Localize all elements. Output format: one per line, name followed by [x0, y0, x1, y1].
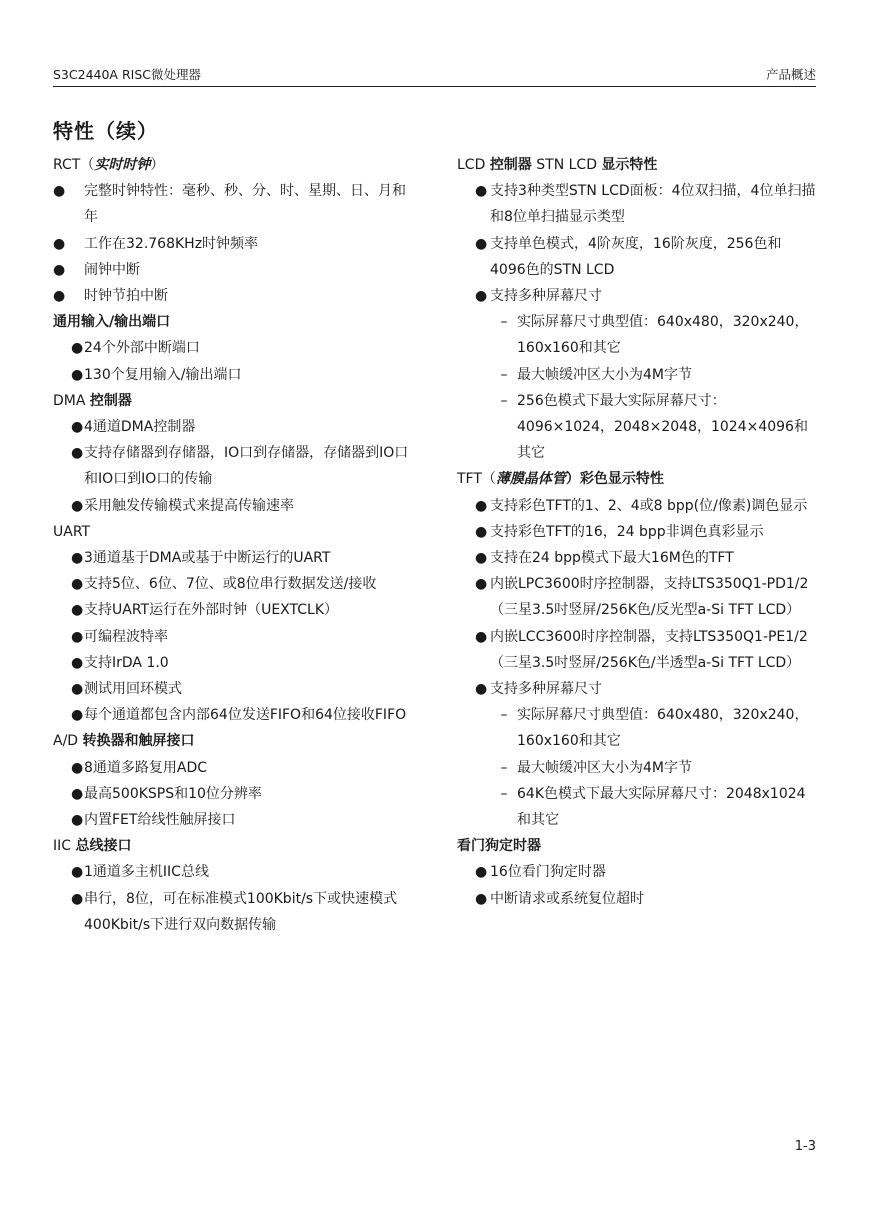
list-item: ● 串行，8位，可在标准模式100Kbit/s下或快速模式400Kbit/s下进行双向数据传输 — [53, 886, 413, 938]
section-gpio-heading: 通用输入/输出端口 — [53, 314, 171, 331]
bullet-icon: ● — [475, 890, 488, 907]
list-item: ● 支持彩色TFT的1、2、4或8 bpp(位/像素)调色显示 — [457, 493, 817, 519]
list-item: ● 工作在32.768KHz时钟频率 — [53, 231, 413, 257]
bullet-icon: ● — [53, 288, 66, 305]
bullet-icon: ● — [71, 785, 84, 802]
bullet-icon: ● — [475, 497, 488, 514]
page-title: 特性（续） — [53, 119, 158, 143]
bullet-icon: ● — [475, 523, 488, 540]
list-item: ● 支持存储器到存储器，IO口到存储器，存储器到IO口和IO口到IO口的传输 — [53, 440, 413, 492]
section-dma-heading: DMA 控制器 — [53, 392, 132, 409]
bullet-icon: ● — [71, 759, 84, 776]
page-number: 1-3 — [794, 1139, 816, 1154]
dash-icon: – — [500, 366, 508, 383]
list-item: ● 支持彩色TFT的16，24 bpp非调色真彩显示 — [457, 519, 817, 545]
bullet-icon: ● — [475, 288, 488, 305]
bullet-icon: ● — [71, 890, 84, 907]
bullet-icon: ● — [475, 235, 488, 252]
list-item: ● 支持5位、6位、7位、或8位串行数据发送/接收 — [53, 571, 413, 597]
list-item: ● 最高500KSPS和10位分辨率 — [53, 781, 413, 807]
list-item: ● 闹钟中断 — [53, 257, 413, 283]
iic-list — [53, 859, 413, 938]
bullet-icon: ● — [71, 707, 84, 724]
bullet-icon: ● — [53, 235, 66, 252]
list-item: ● 16位看门狗定时器 — [457, 859, 817, 885]
list-item: ● 支持3种类型STN LCD面板：4位双扫描，4位单扫描和8位单扫描显示类型 — [457, 178, 817, 230]
list-item: ● 支持IrDA 1.0 — [53, 650, 413, 676]
section-watchdog-heading: 看门狗定时器 — [457, 838, 541, 855]
bullet-icon: ● — [71, 340, 84, 357]
list-item: ● 支持单色模式，4阶灰度，16阶灰度，256色和4096色的STN LCD — [457, 231, 817, 283]
dash-icon: – — [500, 785, 508, 802]
page-header — [53, 64, 816, 87]
list-item: ● 测试用回环模式 — [53, 676, 413, 702]
bullet-icon: ● — [53, 261, 66, 278]
gpio-list — [53, 335, 413, 387]
right-column — [457, 152, 817, 912]
list-item: ● 每个通道都包含内部64位发送FIFO和64位接收FIFO — [53, 702, 413, 728]
bullet-icon: ● — [53, 183, 66, 200]
bullet-icon: ● — [71, 864, 84, 881]
list-item: ● 支持多种屏幕尺寸 — [457, 676, 817, 702]
bullet-icon: ● — [475, 183, 488, 200]
section-iic-heading: IIC 总线接口 — [53, 838, 132, 855]
tft-list — [457, 493, 817, 834]
list-item: ● 3通道基于DMA或基于中断运行的UART — [53, 545, 413, 571]
list-item: ● 内嵌LCC3600时序控制器，支持LTS350Q1-PE1/2（三星3.5吋竖屏/256K色/半透型a-Si TFT LCD） — [457, 624, 817, 676]
section-tft-heading: TFT（薄膜晶体管）彩色显示特性 — [457, 471, 664, 488]
list-item: ● 可编程波特率 — [53, 624, 413, 650]
header-section-title: 产品概述 — [765, 67, 816, 82]
list-item: ● 时钟节拍中断 — [53, 283, 413, 309]
sub-list-item: – 实际屏幕尺寸典型值：640x480，320x240，160x160和其它 — [457, 309, 817, 361]
adc-list — [53, 755, 413, 834]
sub-list-item: – 256色模式下最大实际屏幕尺寸：4096×1024，2048×2048，1024×4096和其它 — [457, 388, 817, 467]
list-item: ● 支持UART运行在外部时钟（UEXTCLK） — [53, 597, 413, 623]
watchdog-list — [457, 859, 817, 911]
sub-list-item: – 最大帧缓冲区大小为4M字节 — [457, 362, 817, 388]
list-item: ● 采用触发传输模式来提高传输速率 — [53, 493, 413, 519]
bullet-icon: ● — [475, 681, 488, 698]
dma-list — [53, 414, 413, 519]
section-uart-heading: UART — [53, 523, 91, 540]
list-item: ● 内嵌LPC3600时序控制器，支持LTS350Q1-PD1/2（三星3.5吋竖屏/256K色/反光型a-Si TFT LCD） — [457, 571, 817, 623]
uart-list — [53, 545, 413, 728]
left-column — [53, 152, 413, 938]
list-item: ● 中断请求或系统复位超时 — [457, 886, 817, 912]
header-doc-title: S3C2440A RISC微处理器 — [53, 67, 201, 82]
list-item: ● 内置FET给线性触屏接口 — [53, 807, 413, 833]
bullet-icon: ● — [475, 550, 488, 567]
bullet-icon: ● — [71, 366, 84, 383]
section-lcd-heading: LCD 控制器 STN LCD 显示特性 — [457, 157, 658, 173]
list-item: ● 支持在24 bpp模式下最大16M色的TFT — [457, 545, 817, 571]
list-item: ● 1通道多主机IIC总线 — [53, 859, 413, 885]
bullet-icon: ● — [475, 576, 488, 593]
bullet-icon: ● — [71, 602, 84, 619]
section-adc-heading: A/D 转换器和触屏接口 — [53, 733, 195, 750]
section-rtc-heading: RCT（实时时钟） — [53, 157, 165, 173]
bullet-icon: ● — [71, 812, 84, 829]
dash-icon: – — [500, 392, 508, 409]
bullet-icon: ● — [475, 864, 488, 881]
dash-icon: – — [500, 314, 508, 331]
bullet-icon: ● — [71, 576, 84, 593]
dash-icon: – — [500, 707, 508, 724]
bullet-icon: ● — [475, 628, 488, 645]
lcd-list — [457, 178, 817, 466]
bullet-icon: ● — [71, 654, 84, 671]
bullet-icon: ● — [71, 497, 84, 514]
bullet-icon: ● — [71, 419, 84, 436]
bullet-icon: ● — [71, 628, 84, 645]
bullet-icon: ● — [71, 445, 84, 462]
sub-list-item: – 实际屏幕尺寸典型值：640x480，320x240，160x160和其它 — [457, 702, 817, 754]
rtc-list — [53, 178, 413, 309]
list-item: ● 130个复用输入/输出端口 — [53, 362, 413, 388]
list-item: ● 完整时钟特性：毫秒、秒、分、时、星期、日、月和年 — [53, 178, 413, 230]
list-item: ● 4通道DMA控制器 — [53, 414, 413, 440]
dash-icon: – — [500, 759, 508, 776]
sub-list-item: – 64K色模式下最大实际屏幕尺寸：2048x1024和其它 — [457, 781, 817, 833]
list-item: ● 支持多种屏幕尺寸 — [457, 283, 817, 309]
bullet-icon: ● — [71, 681, 84, 698]
sub-list-item: – 最大帧缓冲区大小为4M字节 — [457, 755, 817, 781]
bullet-icon: ● — [71, 550, 84, 567]
list-item: ● 8通道多路复用ADC — [53, 755, 413, 781]
list-item: ● 24个外部中断端口 — [53, 335, 413, 361]
